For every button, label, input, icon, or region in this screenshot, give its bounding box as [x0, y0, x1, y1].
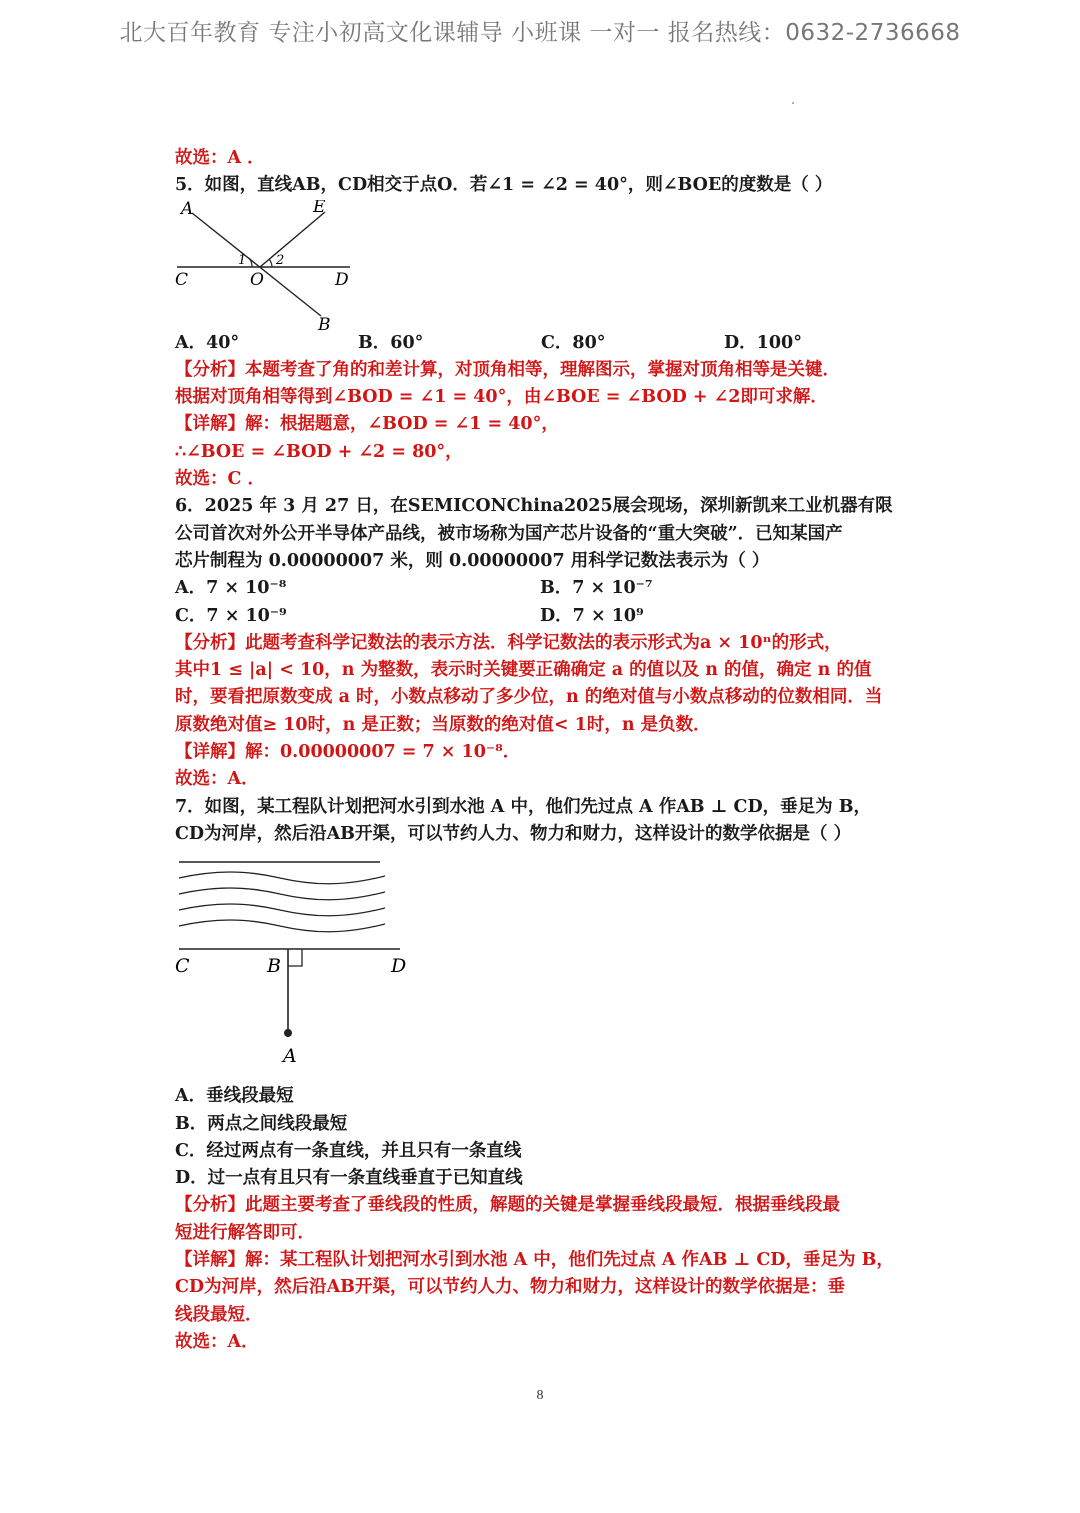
q6-analysis: 【分析】此题考查科学记数法的表示方法．科学记数法的表示形式为a × 10ⁿ的形式，: [175, 632, 842, 653]
question-6-line-3: 芯片制程为 0.00000007 米，则 0.00000007 用科学记数法表示为（ ）: [175, 550, 770, 571]
label-D: D: [335, 269, 349, 290]
q6-options-row-2: [175, 603, 915, 630]
label-A: A: [181, 199, 194, 219]
q6-option-a: A．7 × 10⁻⁸: [175, 578, 287, 599]
question-6-line-2: 公司首次对外公开半导体产品线，被市场称为国产芯片设备的“重大突破”．已知某国产: [175, 523, 843, 544]
label-A: A: [283, 1045, 297, 1068]
q5-option-d: D．100°: [724, 332, 802, 353]
question-6: 6．2025 年 3 月 27 日，在SEMICONChina2025展会现场，深圳新凯来工业机器有限: [175, 496, 893, 517]
label-B: B: [267, 955, 281, 978]
q7-option-d: D．过一点有且只有一条直线垂直于已知直线: [175, 1168, 523, 1189]
q7-option-a: A．垂线段最短: [175, 1086, 294, 1107]
figure-river-canal: [175, 848, 915, 1083]
q6-answer: 故选：A．: [175, 769, 259, 790]
q6-options-row-1: [175, 575, 915, 602]
page-number: 8: [536, 1388, 544, 1403]
q6-option-c: C．7 × 10⁻⁹: [175, 605, 287, 626]
q5-solution: 【详解】解：根据题意，∠BOD = ∠1 = 40°，: [175, 414, 559, 435]
document-content: [175, 145, 915, 1356]
label-E: E: [313, 199, 326, 217]
q7-solution: 【详解】解：某工程队计划把河水引到水池 A 中，他们先过点 A 作AB ⊥ CD，垂足为 B，: [175, 1250, 894, 1271]
label-O: O: [250, 269, 264, 290]
q7-analysis-2: 短进行解答即可．: [175, 1222, 315, 1243]
question-7-line-2: CD为河岸，然后沿AB开渠，可以节约人力、物力和财力，这样设计的数学依据是（ ）: [175, 823, 852, 844]
angle-2-label: 2: [276, 252, 285, 268]
label-D: D: [391, 955, 407, 978]
q5-analysis: 【分析】本题考查了角的和差计算，对顶角相等，理解图示，掌握对顶角相等是关键．: [175, 359, 840, 380]
intersecting-lines-diagram: [175, 200, 375, 330]
q7-solution-3: 线段最短．: [175, 1304, 263, 1325]
angle-1-label: 1: [238, 252, 247, 268]
label-C: C: [175, 269, 189, 290]
q6-analysis-2: 其中1 ≤ |a| < 10，n 为整数，表示时关键要正确确定 a 的值以及 n 的值，确定 n 的值: [175, 660, 872, 681]
label-C: C: [175, 955, 190, 978]
q5-solution-2: ∴∠BOE = ∠BOD + ∠2 = 80°，: [175, 441, 463, 462]
q5-option-a: A．40°: [175, 332, 240, 353]
q7-answer: 故选：A．: [175, 1331, 259, 1352]
q5-option-c: C．80°: [541, 332, 606, 353]
q5-analysis-2: 根据对顶角相等得到∠BOD = ∠1 = 40°，由∠BOE = ∠BOD + ∠2即可求解．: [175, 387, 828, 408]
question-5: 5．如图，直线AB，CD相交于点O．若∠1 = ∠2 = 40°，则∠BOE的度数是（ ）: [175, 175, 833, 196]
q5-option-b: B．60°: [358, 332, 424, 353]
q6-solution: 【详解】解：0.00000007 = 7 × 10⁻⁸．: [175, 742, 521, 763]
q5-answer: 故选：C ．: [175, 469, 266, 490]
q6-option-d: D．7 × 10⁹: [540, 605, 644, 626]
q7-option-b: B．两点之间线段最短: [175, 1113, 348, 1134]
q7-option-c: C．经过两点有一条直线，并且只有一条直线: [175, 1140, 522, 1161]
answer-line: 故选：A ．: [175, 148, 265, 168]
q7-analysis: 【分析】此题主要考查了垂线段的性质，解题的关键是掌握垂线段最短．根据垂线段最: [175, 1195, 840, 1216]
label-B: B: [318, 314, 331, 330]
q5-options: [175, 330, 915, 357]
figure-intersecting-lines: [175, 200, 915, 330]
q6-analysis-4: 原数绝对值≥ 10时，n 是正数；当原数的绝对值< 1时，n 是负数．: [175, 714, 711, 735]
decorative-dot: [792, 102, 794, 104]
q6-option-b: B．7 × 10⁻⁷: [540, 578, 653, 599]
q7-solution-2: CD为河岸，然后沿AB开渠，可以节约人力、物力和财力，这样设计的数学依据是：垂: [175, 1277, 845, 1298]
question-7: 7．如图，某工程队计划把河水引到水池 A 中，他们先过点 A 作AB ⊥ CD，垂足为 B，: [175, 796, 872, 817]
river-canal-diagram: [175, 848, 415, 1083]
page-header: 北大百年教育 专注小初高文化课辅导 小班课 一对一 报名热线：0632-2736668: [119, 20, 961, 46]
q6-analysis-3: 时，要看把原数变成 a 时，小数点移动了多少位，n 的绝对值与小数点移动的位数相同．当: [175, 687, 883, 708]
